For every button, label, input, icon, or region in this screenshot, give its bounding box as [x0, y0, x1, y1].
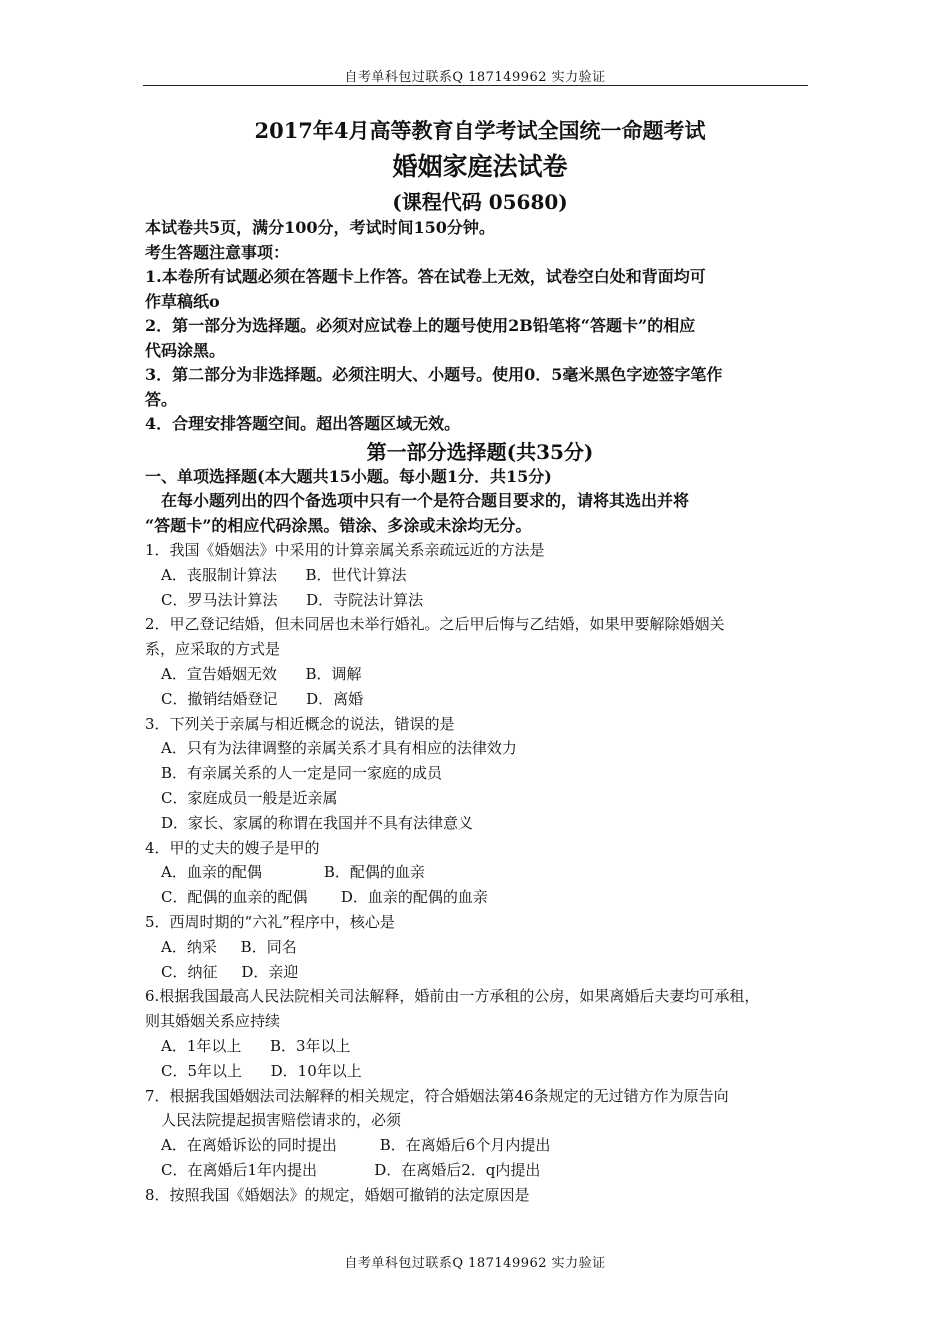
- header-rule: [143, 85, 808, 86]
- note-4: 4．合理安排答题空间。超出答题区域无效。: [145, 414, 461, 433]
- question-3-stem: 3．下列关于亲属与相近概念的说法，错误的是: [145, 714, 455, 733]
- question-6-stem: 6.根据我国最高人民法院相关司法解释，婚前由一方承租的公房，如果离婚后夫妻均可承租，: [145, 987, 760, 1006]
- intro-line: 本试卷共5页，满分100分，考试时间150分钟。: [145, 218, 495, 237]
- question-2-stem: 2．甲乙登记结婚，但未同居也未举行婚礼。之后甲后悔与乙结婚，如果甲要解除婚姻关: [145, 615, 725, 634]
- page-footer: 自考单科包过联系Q 187149962 实力验证: [344, 1256, 606, 1271]
- exam-title: 2017年4月高等教育自学考试全国统一命题考试: [254, 118, 706, 143]
- question-5-options-row1: A．纳采 B．同名: [161, 937, 297, 956]
- note-3-cont: 答。: [145, 389, 178, 409]
- question-2-stem-cont: 系，应采取的方式是: [145, 640, 281, 659]
- question-7-options-row2: C．在离婚后1年内提出 D．在离婚后2．q内提出: [161, 1160, 541, 1179]
- question-3-option-b: B．有亲属关系的人一定是同一家庭的成员: [161, 764, 443, 783]
- question-8-stem: 8．按照我国《婚姻法》的规定，婚姻可撤销的法定原因是: [145, 1185, 530, 1204]
- question-7-stem-cont: 人民法院提起损害赔偿请求的，必须: [161, 1111, 402, 1130]
- notes-heading: 考生答题注意事项：: [145, 242, 290, 262]
- question-4-options-row1: A．血亲的配偶 B．配偶的血亲: [161, 863, 425, 882]
- question-4-options-row2: C．配偶的血亲的配偶 D．血亲的配偶的血亲: [161, 888, 488, 907]
- question-1-options-row2: C．罗马法计算法 D．寺院法计算法: [161, 590, 424, 609]
- page-header: 自考单科包过联系Q 187149962 实力验证: [344, 70, 606, 85]
- question-3-option-d: D．家长、家属的称谓在我国并不具有法律意义: [161, 813, 474, 832]
- question-2-options-row1: A．宣告婚姻无效 B．调解: [161, 664, 362, 683]
- exam-content: [145, 116, 815, 1208]
- section-instruction-cont: “答题卡”的相应代码涂黑。错涂、多涂或未涂均无分。: [145, 515, 532, 535]
- question-2-options-row2: C．撤销结婚登记 D．离婚: [161, 689, 364, 708]
- question-7-options-row1: A．在离婚诉讼的同时提出 B．在离婚后6个月内提出: [161, 1136, 551, 1155]
- question-5-options-row2: C．纳征 D．亲迎: [161, 962, 299, 981]
- note-1-cont: 作草稿纸ο: [145, 291, 220, 311]
- note-3: 3．第二部分为非选择题。必须注明大、小题号。使用0．5毫米黑色字迹签字笔作: [145, 365, 723, 384]
- question-6-stem-cont: 则其婚姻关系应持续: [145, 1012, 281, 1031]
- question-3-option-c: C．家庭成员一般是近亲属: [161, 788, 338, 807]
- question-6-options-row1: A．1年以上 B．3年以上: [161, 1036, 351, 1055]
- question-6-options-row2: C．5年以上 D．10年以上: [161, 1061, 362, 1080]
- section-heading: 一、单项选择题(本大题共15小题。每小题1分．共15分): [145, 466, 552, 486]
- part1-title: 第一部分选择题(共35分): [366, 439, 594, 464]
- question-4-stem: 4．甲的丈夫的嫂子是甲的: [145, 838, 320, 857]
- exam-subject: 婚姻家庭法试卷: [392, 152, 568, 181]
- note-2: 2．第一部分为选择题。必须对应试卷上的题号使用2B铅笔将“答题卡”的相应: [145, 316, 696, 335]
- note-2-cont: 代码涂黑。: [145, 340, 226, 360]
- course-code: (课程代码 05680): [392, 190, 568, 214]
- question-1-options-row1: A．丧服制计算法 B．世代计算法: [161, 565, 407, 584]
- note-1: 1.本卷所有试题必须在答题卡上作答。答在试卷上无效，试卷空白处和背面均可: [145, 267, 706, 286]
- question-5-stem: 5．西周时期的“六礼”程序中，核心是: [145, 912, 395, 931]
- question-7-stem: 7．根据我国婚姻法司法解释的相关规定，符合婚姻法第46条规定的无过错方作为原告向: [145, 1086, 729, 1105]
- question-1-stem: 1．我国《婚姻法》中采用的计算亲属关系亲疏远近的方法是: [145, 541, 545, 559]
- question-3-option-a: A．只有为法律调整的亲属关系才具有相应的法律效力: [161, 739, 517, 758]
- section-instruction: 在每小题列出的四个备选项中只有一个是符合题目要求的，请将其选出并将: [161, 491, 690, 510]
